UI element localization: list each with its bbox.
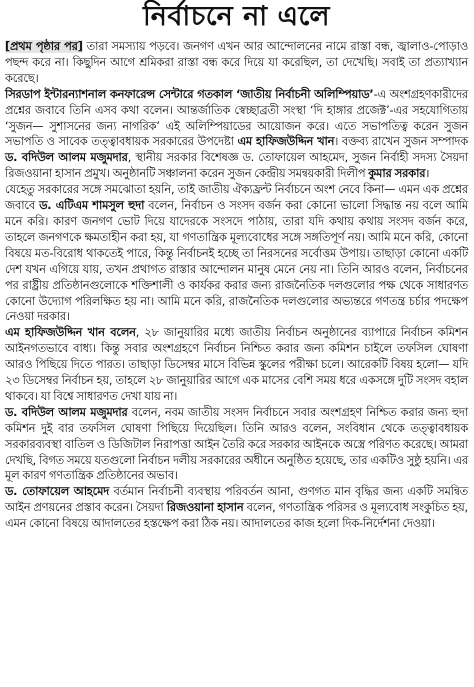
- article-paragraph: [5, 87, 468, 182]
- article-paragraph: [5, 405, 468, 485]
- bold-text: ড. বদিউল আলম মজুমদার: [5, 405, 128, 419]
- article-paragraph: [5, 39, 468, 87]
- bold-text: রিজওয়ানা হাসান: [166, 501, 244, 515]
- body-text: তারা সমস্যায় পড়বে। জনগণ এখন আর আন্দোলনের নামে রাস্তা বন্ধ, জ্বালাও-পোড়াও পছন্দ করে না। কিছুদিন আগে শ্রমিকরা রাস্তা বন্ধ করে দিয়ে যা করেছিল, তা দেখেছি। সবাই তা প্রত্যাখ্যান করেছে।: [5, 40, 468, 85]
- body-text: বলেন, নির্বাচন ও সংসদ বর্জন করা কোনো ভালো সিদ্ধান্ত নয় বলে আমি মনে করি। কারণ জনগণ ভোট দিয়ে যাদেরকে সংসদে পাঠায়, তারা যদি কথায় কথায় সংসদ বর্জন করে, তাহলে জনগণকে ক্ষমতাহীন করা হয়, যা গণতান্ত্রিক মূল্যবোধের সঙ্গে সঙ্গতিপূর্ণ নয়। আমি মনে করি, কোনো বিষয়ে মত-বিরোধ থাকতেই পারে, কিন্তু নির্বাচনই হচ্ছে তা নিরসনের সর্বোত্তম উপায়। তাছাড়া কোনো একটি দেশ যখন এগিয়ে যায়, তখন প্রথাগত রাস্তার আন্দোলন মানুষ মেনে নেয় না। তিনি আরও বলেন, নির্বাচনের পর রাষ্ট্রীয় প্রতিষ্ঠানগুলোকে শক্তিশালী ও কার্যকর করার জন্য রাজনৈতিক দলগুলোর পক্ষ থেকে সাধারণত কোনো উদ্যোগ পরিলক্ষিত হয় না। আমি মনে করি, রাজনৈতিক দলগুলোর অভ্যন্তরে গণতন্ত্র চর্চার পদক্ষেপ নেওয়া দরকার।: [5, 199, 468, 324]
- article-paragraph: [5, 484, 468, 532]
- article-paragraph: [5, 325, 468, 405]
- body-text: । বক্তব্য রাখেন সুজন সম্পাদক: [334, 135, 468, 149]
- bold-text: ড. এটিএম শামসুল হুদা: [39, 199, 145, 213]
- body-text: বর্তমান নির্বাচনী ব্যবস্থায় পরিবর্তন আনা, গুণগত মান বৃদ্ধির জন্য একটি সমন্বিত আইন প্রণয়নের প্রস্তাব করেন। সৈয়দা: [5, 485, 468, 515]
- bold-text: কুমার সরকার: [368, 167, 426, 181]
- body-text: , স্থানীয় সরকার বিশেষজ্ঞ ড. তোফায়েল আহমেদ, সুজন নির্বাহী সদস্য সৈয়দা রিজওয়ানা হাসান প্রমুখ। অনুষ্ঠানটি সঞ্চালনা করেন সুজন কেন্দ্রীয় সমন্বয়কারী দিলীপ: [5, 151, 468, 181]
- body-text: বলেন, নবম জাতীয় সংসদ নির্বাচনে সবার অংশগ্রহণ নিশ্চিত করার জন্য হুদা কমিশন দুই বার তফসিল ঘোষণা পিছিয়ে দিয়েছিল। তিনি আরও বলেন, সংবিধান থেকে তত্ত্বাবধায়ক সরকারব্যবস্থা বাতিল ও ডিজিটাল নিরাপত্তা আইন তৈরি করে সরকার আইনকে অস্ত্রে পরিণত করেছে। আমরা দেখছি, বিগত সময়ে যতগুলো নির্বাচন দলীয় সরকারের অধীনে অনুষ্ঠিত হয়েছে, তার একটিও সুষ্ঠু হয়নি। এর মূল কারণ গণতান্ত্রিক প্রতিষ্ঠানের অভাব।: [5, 405, 468, 483]
- article-body: [5, 39, 468, 532]
- body-text: বলেন, গণতান্ত্রিক পরিসর ও মূল্যবোধ সংকুচিত হয়, এমন কোনো বিষয়ে আদালতের হস্তক্ষেপ করা ঠিক নয়। আদালতের কাজ হলো দিক-নির্দেশনা দেওয়া।: [5, 501, 469, 531]
- body-text: ।: [425, 167, 430, 181]
- body-text: , ২৮ জানুয়ারির মধ্যে জাতীয় নির্বাচন অনুষ্ঠানের ব্যাপারে নির্বাচন কমিশন আইনগতভাবে বাধ্য। কিন্তু সবার অংশগ্রহণে নির্বাচন নিশ্চিত করার জন্য কমিশন চাইলে তফসিল ঘোষণা আরও পিছিয়ে দিতে পারত। তাছাড়া ডিসেম্বর মাসে বিভিন্ন স্কুলের পরীক্ষা চলে। আরেকটি বিষয় হলো— যদি ২৩ ডিসেম্বর নির্বাচন হয়, তাহলে ২৮ জানুয়ারির আগে এক মাসের বেশি সময় ধরে একসঙ্গে দুটি সংসদ বহাল থাকবে। যা বিশ্বে সাধারণত দেখা যায় না।: [5, 326, 468, 403]
- bold-text: এম হাফিজউদ্দিন খান বলেন: [5, 326, 136, 340]
- body-text: যেহেতু সরকারের সঙ্গে সমঝোতা হয়নি, তাই জাতীয় ঐক্যফ্রন্ট নির্বাচনে অংশ নেবে কিনা— এমন এক প্রশ্নের জবাবে: [5, 183, 468, 213]
- bold-text: সিরডাপ ইন্টারন্যাশনাল কনফারেন্স সেন্টারে গতকাল ‘জাতীয় নির্বাচনী অলিম্পিয়াড’: [5, 87, 374, 101]
- continued-from-tag: [প্রথম পৃষ্ঠার পর]: [5, 40, 83, 53]
- bold-text: এম হাফিজউদ্দিন খান: [237, 135, 335, 149]
- body-text: -এ অংশগ্রহণকারীদের প্রশ্নের জবাবে তিনি এসব কথা বলেন। আন্তর্জাতিক স্বেচ্ছাব্রতী সংস্থা ‘দি হাঙ্গার প্রজেক্ট’-এর সহযোগিতায় ‘সুজন— সুশাসনের জন্য নাগরিক’ এই অলিম্পিয়াডের আয়োজন করে। এতে সভাপতিত্ব করেন সুজন সভাপতি ও সাবেক তত্ত্বাবধায়ক সরকারের উপদেষ্টা: [5, 87, 468, 149]
- bold-text: ড. তোফায়েল আহমেদ: [5, 485, 110, 499]
- bold-text: ড. বদিউল আলম মজুমদার: [5, 151, 128, 165]
- article-paragraph: [5, 182, 468, 325]
- article-headline: নির্বাচনে না এলে: [143, 1, 330, 32]
